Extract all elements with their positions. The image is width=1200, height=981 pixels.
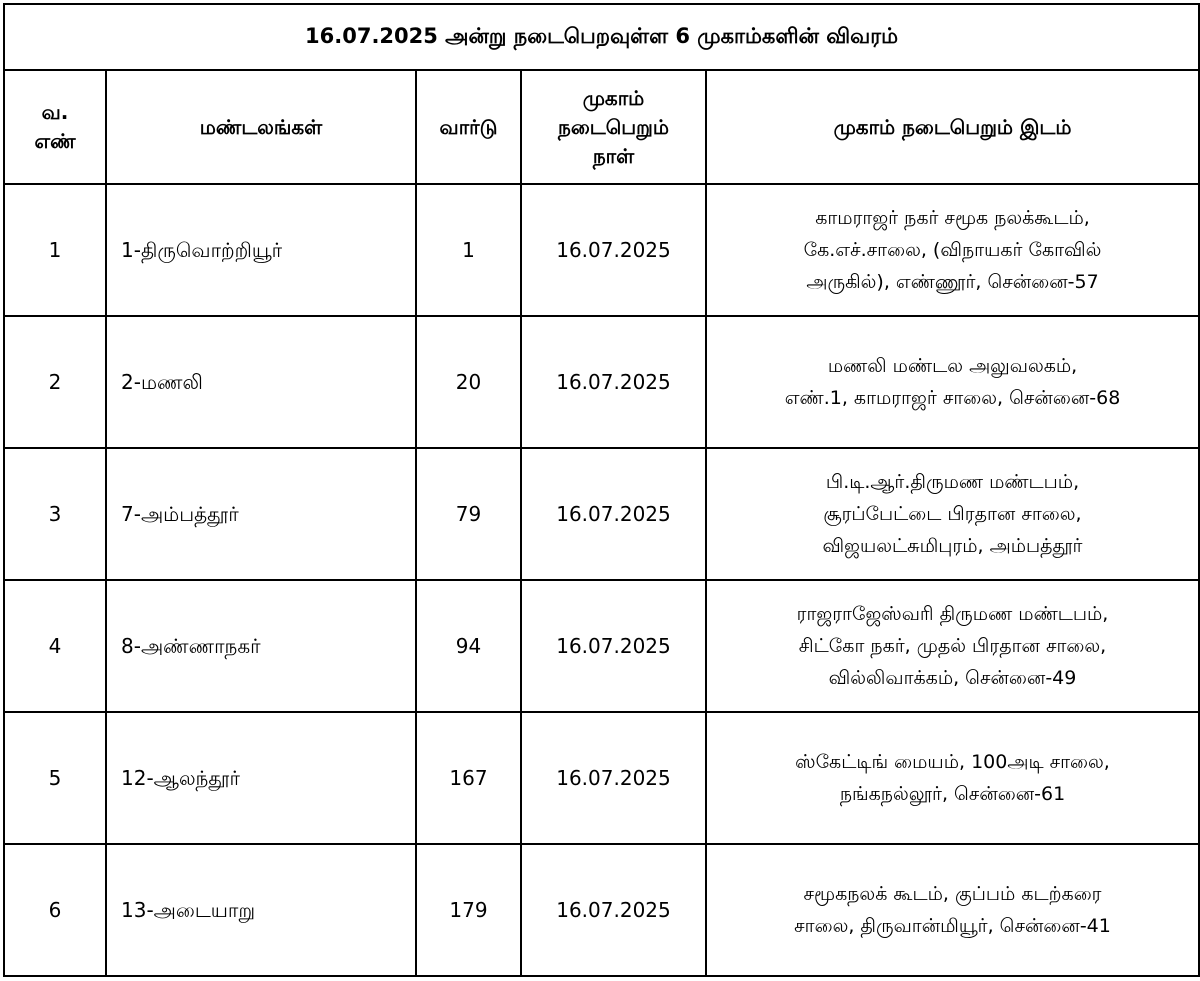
header-serial <box>4 70 106 184</box>
header-row <box>4 70 1199 184</box>
venue-cell <box>706 844 1199 976</box>
venue-cell <box>706 448 1199 580</box>
table-row <box>4 844 1199 976</box>
header-venue: முகாம் நடைபெறும் இடம் <box>706 70 1199 184</box>
zone-cell: 13-அடையாறு <box>106 844 416 976</box>
serial-cell: 5 <box>4 712 106 844</box>
venue-line: சிட்கோ நகர், முதல் பிரதான சாலை, <box>798 634 1107 657</box>
header-serial-line-1: வ. <box>41 100 69 124</box>
ward-cell: 79 <box>416 448 521 580</box>
table-title: 16.07.2025 அன்று நடைபெறவுள்ள 6 முகாம்களின் விவரம் <box>4 4 1199 70</box>
table-row <box>4 580 1199 712</box>
venue-line: சூரப்பேட்டை பிரதான சாலை, <box>823 502 1082 525</box>
table-row <box>4 712 1199 844</box>
header-date-line-3: நாள் <box>592 143 635 168</box>
venue-line: ஸ்கேட்டிங் மையம், 100அடி சாலை, <box>795 750 1110 773</box>
venue-cell <box>706 580 1199 712</box>
venue-line: சாலை, திருவான்மியூர், சென்னை-41 <box>794 915 1111 937</box>
serial-cell: 4 <box>4 580 106 712</box>
venue-cell <box>706 712 1199 844</box>
ward-cell: 1 <box>416 184 521 316</box>
date-cell: 16.07.2025 <box>521 712 706 844</box>
venue-line: கே.எச்.சாலை, (விநாயகர் கோவில் <box>803 238 1102 261</box>
serial-cell: 2 <box>4 316 106 448</box>
header-serial-line-2: எண் <box>34 129 76 153</box>
venue-line: அருகில்), எண்ணூர், சென்னை-57 <box>806 271 1099 294</box>
venue-line: சமூகநலக் கூடம், குப்பம் கடற்கரை <box>803 882 1102 905</box>
serial-cell: 1 <box>4 184 106 316</box>
zone-cell: 7-அம்பத்தூர் <box>106 448 416 580</box>
camps-table <box>3 3 1200 977</box>
header-ward: வார்டு <box>416 70 521 184</box>
header-date-line-1: முகாம் <box>582 85 645 110</box>
date-cell: 16.07.2025 <box>521 448 706 580</box>
venue-line: ராஜராஜேஸ்வரி திருமண மண்டபம், <box>796 602 1109 625</box>
ward-cell: 167 <box>416 712 521 844</box>
venue-line: விஜயலட்சுமிபுரம், அம்பத்தூர் <box>822 535 1083 558</box>
venue-line: காமராஜர் நகர் சமூக நலக்கூடம், <box>815 206 1090 229</box>
date-cell: 16.07.2025 <box>521 580 706 712</box>
table-row <box>4 448 1199 580</box>
zone-cell: 8-அண்ணாநகர் <box>106 580 416 712</box>
serial-cell: 6 <box>4 844 106 976</box>
date-cell: 16.07.2025 <box>521 184 706 316</box>
date-cell: 16.07.2025 <box>521 316 706 448</box>
ward-cell: 94 <box>416 580 521 712</box>
header-date-line-2: நடைபெறும் <box>558 114 669 139</box>
zone-cell: 2-மணலி <box>106 316 416 448</box>
title-row <box>4 4 1199 70</box>
table-row <box>4 316 1199 448</box>
venue-line: நங்கநல்லூர், சென்னை-61 <box>839 783 1066 805</box>
table-row <box>4 184 1199 316</box>
venue-line: எண்.1, காமராஜர் சாலை, சென்னை-68 <box>784 387 1121 409</box>
venue-line: வில்லிவாக்கம், சென்னை-49 <box>828 667 1077 690</box>
header-date <box>521 70 706 184</box>
date-cell: 16.07.2025 <box>521 844 706 976</box>
venue-line: பி.டி.ஆர்.திருமண மண்டபம், <box>825 470 1080 493</box>
venue-cell <box>706 184 1199 316</box>
venue-cell <box>706 316 1199 448</box>
table-body <box>4 184 1199 976</box>
zone-cell: 12-ஆலந்தூர் <box>106 712 416 844</box>
header-zone: மண்டலங்கள் <box>106 70 416 184</box>
venue-line: மணலி மண்டல அலுவலகம், <box>827 354 1078 377</box>
serial-cell: 3 <box>4 448 106 580</box>
ward-cell: 20 <box>416 316 521 448</box>
zone-cell: 1-திருவொற்றியூர் <box>106 184 416 316</box>
ward-cell: 179 <box>416 844 521 976</box>
